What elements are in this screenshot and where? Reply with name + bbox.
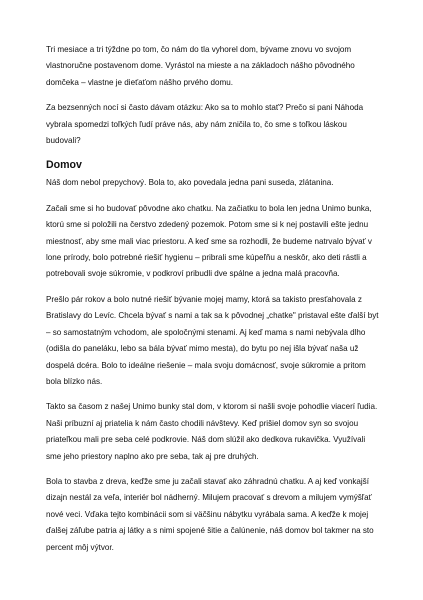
intro-paragraph-2: Za bezsenných nocí si často dávam otázku: Ako sa to mohlo stať? Prečo si pani Náhoda vybrala spomedzi toľkých ľudí práve nás, aby nám zničila to, čo sme s toľkou láskou budovali? (46, 103, 364, 146)
body-paragraph-2: Začali sme si ho budovať pôvodne ako chatku. Na začiatku to bola len jedna Unimo bunka, ktorú sme si položili na čerstvo zdedený pozemok. Potom sme si k nej postavili ešte jednu miestnosť, aby sme mali viac priestoru. A keď sme sa rozhodli, že budeme natrvalo bývať v lone prírody, bolo potrebné riešiť hygienu – pribrali sme kúpeľňu a neskôr, ako deti rástli a potrebovali svoje súkromie, v podkroví pribudli dve spálne a jedna malá pracovňa. (46, 203, 372, 279)
body-paragraph-1: Náš dom nebol prepychový. Bola to, ako povedala jedna pani suseda, zlátanina. (46, 178, 334, 188)
body-paragraph-5: Bola to stavba z dreva, keďže sme ju začali stavať ako záhradnú chatku. A aj keď vonkajší dizajn nestál za veľa, interiér bol nádherný. Milujem pracovať s drevom a milujem vymýšľať nové veci. Vďaka tejto kombinácii som si väčšinu nábytku vyrábala sama. A keďže k mojej ďalšej záľube patria aj látky a s nimi spojené šitie a čalúnenie, náš domov bol takmer na sto percent môj výtvor. (46, 476, 374, 552)
intro-paragraph-1: Tri mesiace a tri týždne po tom, čo nám do tla vyhorel dom, bývame znovu vo svojom vlastnoručne postavenom dome. Vyrástol na mieste a na základoch nášho pôvodného domčeka – vlastne je dieťaťom nášho prvého domu. (46, 45, 355, 87)
body-paragraph-4: Takto sa časom z našej Unimo bunky stal dom, v ktorom si našli svoje pohodlie viacerí ľudia. Naši príbuzní aj priatelia k nám často chodili návštevy. Keď prišiel domov syn so svojou priateľkou mali pre seba celé podkrovie. Náš dom slúžil ako dedkova rukavička. Využívali sme jeho priestory naplno ako pre seba, tak aj pre druhých. (46, 402, 378, 461)
body-paragraph-3: Prešlo pár rokov a bolo nutné riešiť bývanie mojej mamy, ktorá sa takisto presťahovala z Bratislavy do Levíc. Chcela bývať s nami a tak sa k pôvodnej „chatke" pristaval ešte ďalší byt – so samostatným vchodom, ale spoločnými stenami. Aj keď mama s nami nebývala dlho (odišla do paneláku, lebo sa bála bývať mimo mesta), do bytu po nej išla bývať naša už dospelá dcéra. Bolo to ideálne riešenie – mala svoju domácnosť, svoje súkromie a pritom bola blízko nás. (46, 294, 379, 386)
section-heading: Domov (46, 159, 82, 172)
